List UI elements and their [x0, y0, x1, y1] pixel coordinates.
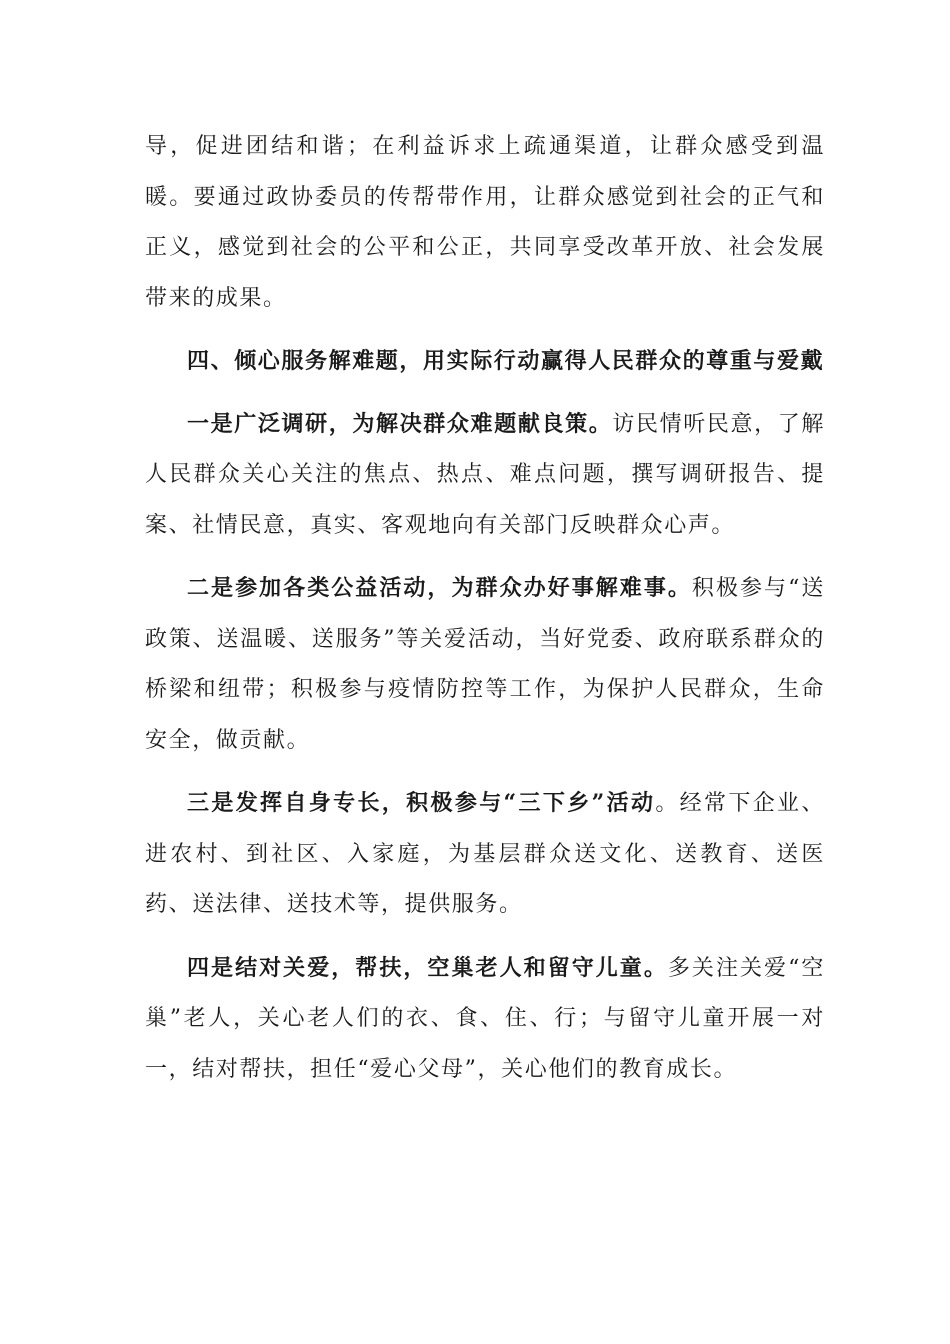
paragraph-item-4 [145, 943, 825, 1096]
document-page [145, 122, 825, 1095]
paragraph-text: 多关注关爱“空巢”老人，关心老人们的衣、食、住、行；与留守儿童开展一对一，结对帮扶，担任“爱心父母”，关心他们的教育成长。 [145, 955, 825, 1082]
paragraph-item-1 [145, 399, 825, 552]
paragraph-text: 积极参与“送政策、送温暖、送服务”等关爱活动，当好党委、政府联系群众的桥梁和纽带；积极参与疫情防控等工作，为保护人民群众，生命安全，做贡献。 [145, 576, 825, 753]
paragraph-text: 。经常下企业、进农村、到社区、入家庭，为基层群众送文化、送教育、送医药、送法律、送技术等，提供服务。 [145, 791, 826, 917]
paragraph-lead: 二是参加各类公益活动，为群众办好事解难事。 [187, 575, 692, 601]
section-heading: 四、倾心服务解难题，用实际行动赢得人民群众的尊重与爱戴 [187, 348, 825, 374]
paragraph-lead: 三是发挥自身专长，积极参与“三下乡”活动 [187, 790, 656, 816]
paragraph-lead: 一是广泛调研，为解决群众难题献良策。 [187, 410, 613, 437]
paragraph-text: 访民情听民意，了解人民群众关心关注的焦点、热点、难点问题，撰写调研报告、提案、社情民意，真实、客观地向有关部门反映群众心声。 [145, 411, 825, 538]
paragraph-item-2 [145, 563, 825, 766]
paragraph-lead: 四是结对关爱，帮扶，空巢老人和留守儿童。 [187, 954, 668, 981]
paragraph-text: 导，促进团结和谐；在利益诉求上疏通渠道，让群众感受到温暖。要通过政协委员的传帮带作用，让群众感觉到社会的正气和正义，感觉到社会的公平和公正，共同享受改革开放、社会发展带来的成果。 [145, 134, 825, 311]
continued-paragraph [145, 122, 825, 324]
paragraph-item-3 [145, 778, 825, 931]
